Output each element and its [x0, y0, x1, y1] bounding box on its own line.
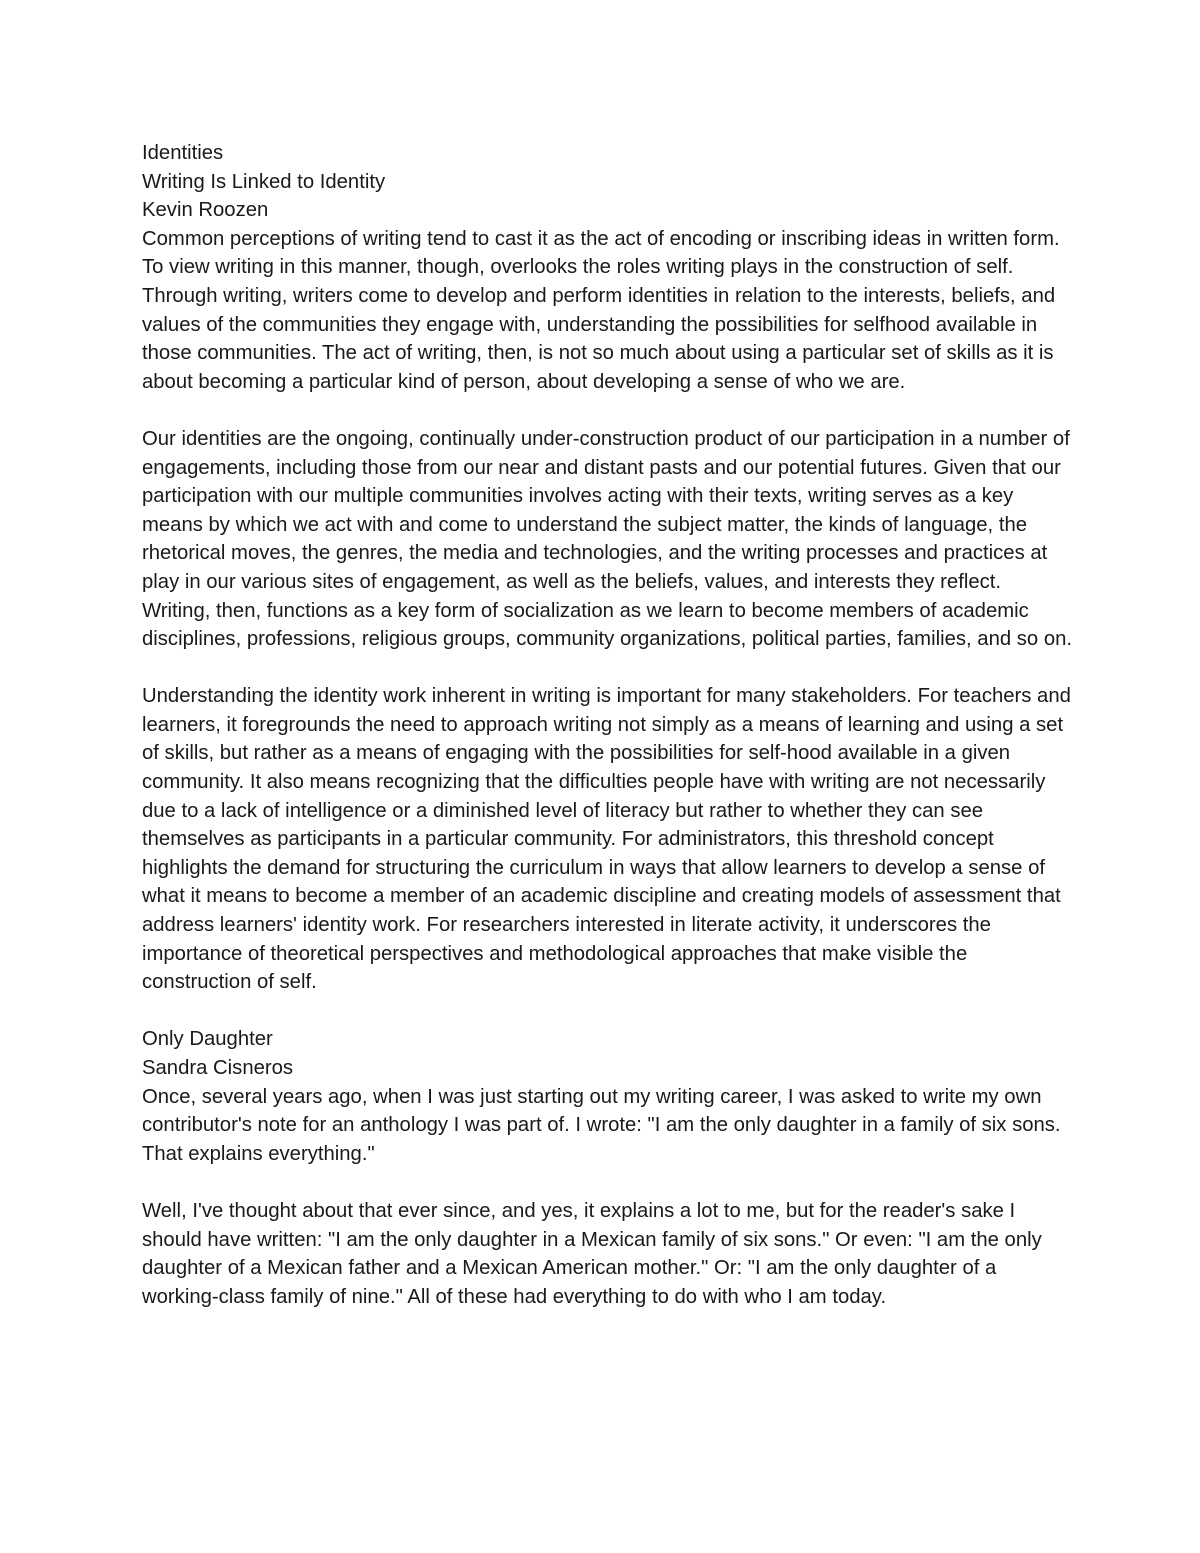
essay-title: Writing Is Linked to Identity [142, 170, 386, 193]
essay-title: Only Daughter [142, 1028, 273, 1051]
paragraph-spacer [142, 396, 1072, 425]
paragraph: Once, several years ago, when I was just starting out my writing career, I was asked to write my own contributor's note for an anthology I was part of. I wrote: "I am the only daughter in a family of six sons. That explains everything." [142, 1085, 1061, 1165]
essay-author: Sandra Cisneros [142, 1057, 294, 1079]
paragraph-spacer [142, 654, 1072, 683]
document-page [142, 139, 1072, 1311]
paragraph: Understanding the identity work inherent in writing is important for many stakeholders. For teachers and learners, it foregrounds the need to approach writing not simply as a means of learning and using a set of skills, but rather as a means of engaging with the possibilities for self-hood available in a given community. It also means recognizing that the difficulties people have with writing are not necessarily due to a lack of intelligence or a diminished level of literacy but rather to whether they can see themselves as participants in a particular community. For administrators, this threshold concept highlights the demand for structuring the curriculum in ways that allow learners to develop a sense of what it means to become a member of an academic discipline and creating models of assessment that address learners' identity work. For researchers interested in literate activity, it underscores the importance of theoretical perspectives and methodological approaches that make visible the construction of self. [142, 685, 1071, 994]
paragraph-spacer [142, 1168, 1072, 1197]
paragraph: Common perceptions of writing tend to cast it as the act of encoding or inscribing ideas in written form. To view writing in this manner, though, overlooks the roles writing plays in the construction of self. Through writing, writers come to develop and perform identities in relation to the interests, beliefs, and values of the communities they engage with, understanding the possibilities for selfhood available in those communities. The act of writing, then, is not so much about using a particular set of skills as it is about becoming a particular kind of person, about developing a sense of who we are. [142, 227, 1060, 393]
essay-author: Kevin Roozen [142, 199, 269, 222]
paragraph: Well, I've thought about that ever since, and yes, it explains a lot to me, but for the reader's sake I should have written: "I am the only daughter in a Mexican family of six sons." Or even: "I am the only daughter of a Mexican father and a Mexican American mother." Or: "I am the only daughter of a working-class family of nine." All of these had everything to do with who I am today. [142, 1199, 1042, 1308]
section-heading: Identities [142, 142, 224, 164]
paragraph-spacer [142, 997, 1072, 1026]
paragraph: Our identities are the ongoing, continually under-construction product of our participation in a number of engagements, including those from our near and distant pasts and our potential futures. Given that our participation with our multiple communities involves acting with their texts, writing serves as a key means by which we act with and come to understand the subject matter, the kinds of language, the rhetorical moves, the genres, the media and technologies, and the writing processes and practices at play in our various sites of engagement, as well as the beliefs, values, and interests they reflect. Writing, then, functions as a key form of socialization as we learn to become members of academic disciplines, professions, religious groups, community organizations, political parties, families, and so on. [142, 427, 1073, 651]
